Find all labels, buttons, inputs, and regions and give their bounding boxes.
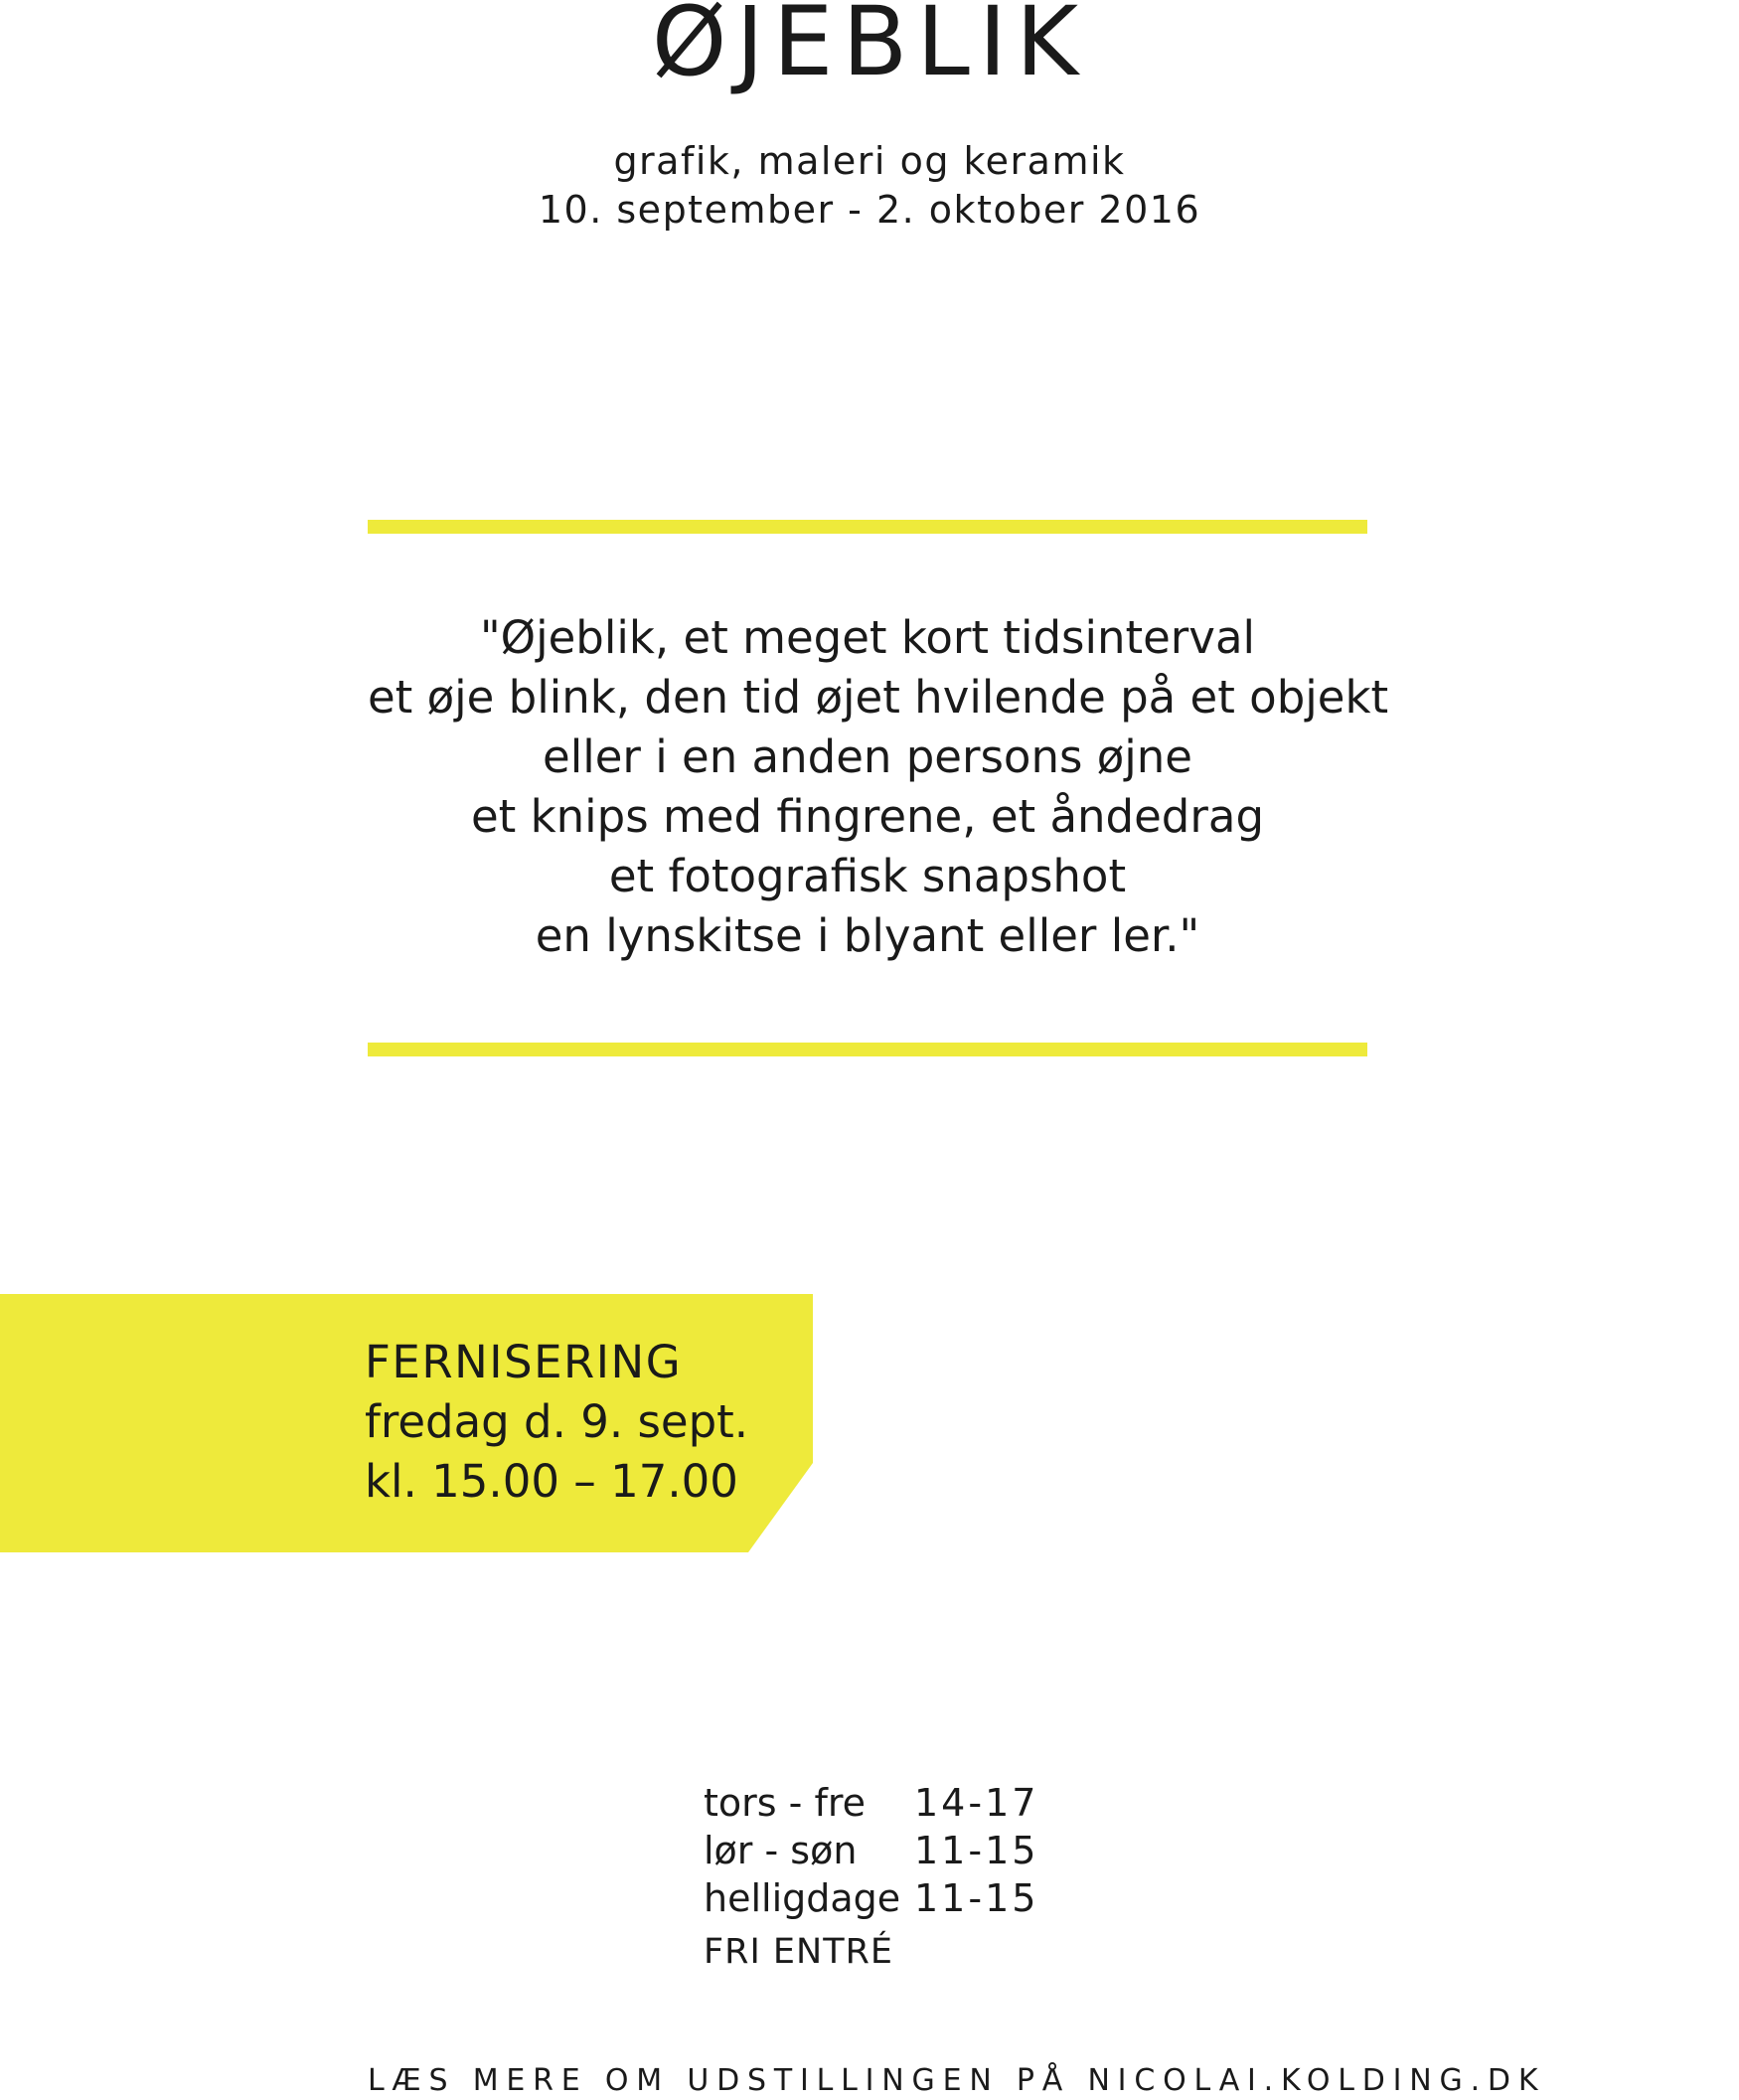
admission-label: FRI ENTRÉ (704, 1932, 894, 1972)
hours-row (704, 1779, 1038, 1827)
opening-time: kl. 15.00 – 17.00 (365, 1455, 738, 1508)
quote-line: en lynskitse i blyant eller ler." (535, 909, 1200, 962)
top-divider (368, 520, 1367, 534)
exhibition-subtitle: grafik, maleri og keramik (613, 139, 1126, 183)
quote-block (368, 608, 1389, 966)
quote-line: et øje blink, den tid øjet hvilende på et objekt (368, 671, 1389, 724)
opening-hours (704, 1779, 1038, 1976)
opening-heading: FERNISERING (365, 1336, 683, 1388)
quote-line: eller i en anden persons øjne (543, 730, 1192, 783)
hours-day: lør - søn (704, 1829, 858, 1872)
footer-link-text: LÆS MERE OM UDSTILLINGEN PÅ NICOLAI.KOLDING.DK (368, 2063, 1546, 2098)
hours-time: 11-15 (914, 1876, 1039, 1920)
hours-row (704, 1827, 1038, 1874)
quote-line: et fotografisk snapshot (608, 850, 1127, 902)
exhibition-dates: 10. september - 2. oktober 2016 (538, 188, 1201, 232)
quote-line: "Øjeblik, et meget kort tidsinterval (479, 611, 1256, 664)
hours-day: helligdage (704, 1876, 901, 1920)
hours-time: 14-17 (914, 1781, 1039, 1825)
hours-time: 11-15 (914, 1829, 1039, 1872)
quote-line: et knips med fingrene, et åndedrag (470, 790, 1265, 843)
hours-day: tors - fre (704, 1781, 866, 1825)
opening-date: fredag d. 9. sept. (365, 1395, 749, 1448)
hours-row (704, 1874, 1038, 1922)
bottom-divider (368, 1043, 1367, 1056)
subtitle-block (0, 137, 1739, 235)
opening-info (365, 1333, 748, 1512)
page-title: ØJEBLIK (651, 0, 1088, 97)
